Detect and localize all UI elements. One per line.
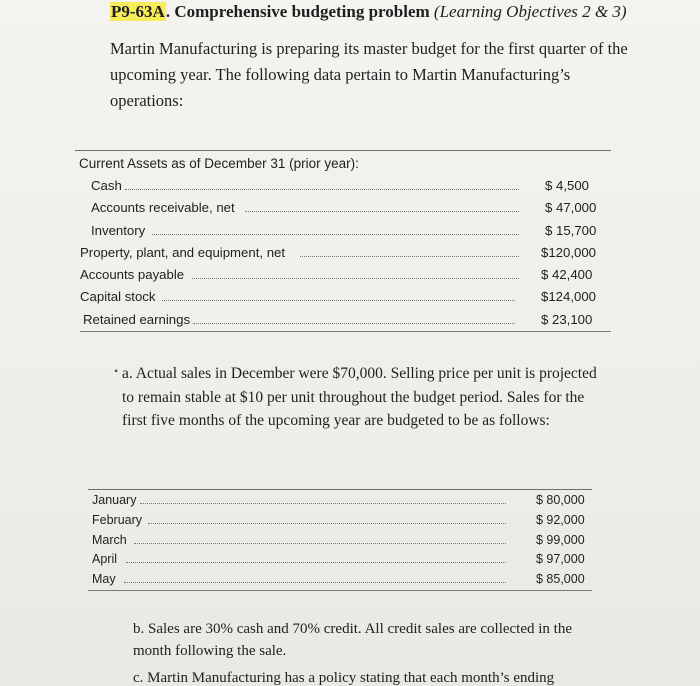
item-a-paragraph [114,362,602,433]
item-a-text: a. Actual sales in December were $70,000. Selling price per unit is projected to remain stable at $10 per unit throughout the budget period. Sales for the first five months of the upcoming year are budgeted to be as follows: [122,365,597,429]
row-label: Accounts payable [80,267,185,283]
balance-table [75,150,611,332]
dot-leader [148,523,506,524]
dot-leader [300,256,519,257]
problem-id: P9-63A [111,2,165,21]
dot-leader [152,234,519,235]
dot-leader [126,562,506,563]
table-row [88,550,592,570]
dot-leader [134,543,506,544]
table-top-rule [75,150,611,151]
table-row [75,175,611,197]
dot-leader [125,189,519,190]
dot-leader [245,211,519,212]
table-row [88,491,592,511]
dot-leader [140,503,506,504]
table-row [75,264,611,286]
month-label: January [92,493,137,507]
sales-table [88,489,592,591]
row-label: Accounts receivable, net [91,200,235,216]
row-value: $ 4,500 [545,178,589,193]
month-label: April [92,552,118,567]
table-row [75,309,611,331]
balance-table-heading: Current Assets as of December 31 (prior year): [79,156,359,171]
row-value: $ 23,100 [541,311,593,327]
sales-value: $ 99,000 [536,532,585,547]
month-label: May [92,572,116,587]
month-label: February [92,512,143,527]
intro-paragraph: Martin Manufacturing is preparing its master budget for the first quarter of the upcoming year. The following data pertain to Martin Manufacturing’s operations: [110,39,628,110]
row-label: Inventory [91,222,146,238]
dot-leader [124,582,506,583]
table-row [75,220,611,242]
row-value: $124,000 [541,289,597,305]
row-label: Property, plant, and equipment, net [80,244,286,260]
sales-value: $ 80,000 [536,493,585,507]
row-value: $ 15,700 [545,222,597,238]
table-bottom-rule [80,331,611,332]
table-row [75,242,611,264]
table-row [75,197,611,219]
table-row [75,286,611,308]
problem-title: P9-63A. Comprehensive budgeting problem (Learning Objectives 2 & 3) [111,2,627,21]
problem-name: Comprehensive budgeting problem [174,2,430,21]
row-label: Capital stock [80,289,156,305]
dot-leader [193,323,515,324]
item-c-paragraph: c. Martin Manufacturing has a policy stating that each month’s ending [133,670,555,686]
learning-objectives: (Learning Objectives 2 & 3) [433,2,627,21]
sales-value: $ 97,000 [536,552,585,567]
row-label: Retained earnings [83,311,191,327]
pen-mark: • [114,364,119,378]
sales-bottom-rule [88,590,592,591]
dot-leader [192,278,519,279]
table-row [88,531,592,551]
item-b-paragraph: b. Sales are 30% cash and 70% credit. All credit sales are collected in the month following the sale. [133,621,572,659]
row-value: $120,000 [541,244,597,260]
month-label: March [92,532,127,547]
sales-value: $ 85,000 [536,572,585,587]
sales-value: $ 92,000 [536,512,585,527]
table-row [88,570,592,590]
table-row [88,511,592,531]
row-value: $ 42,400 [541,267,593,283]
dot-leader [162,300,515,301]
row-label: Cash [91,178,122,193]
row-value: $ 47,000 [545,200,597,216]
